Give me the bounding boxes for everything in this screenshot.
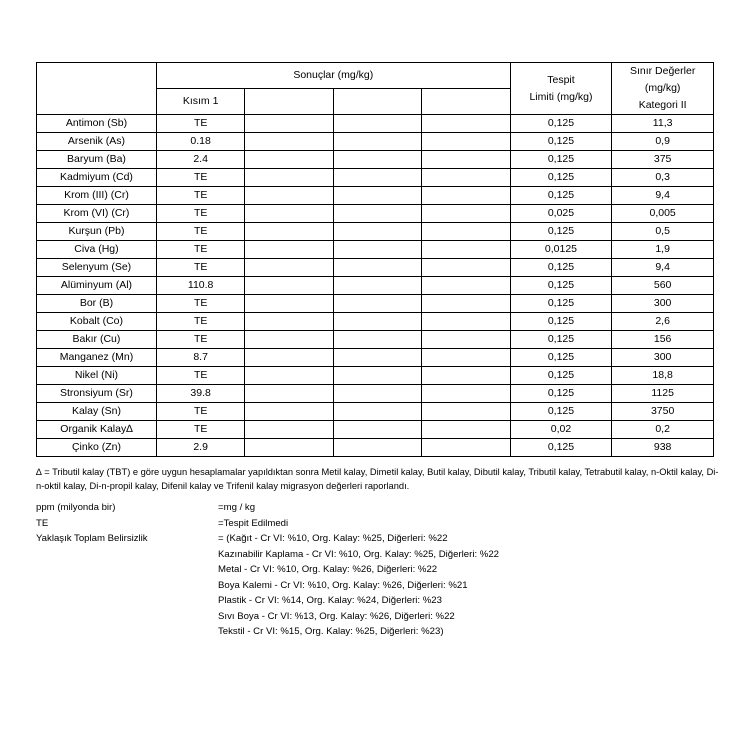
cell-result-3 <box>333 439 421 457</box>
cell-result-4 <box>422 187 510 205</box>
cell-result-3 <box>333 349 421 367</box>
cell-analyte: Manganez (Mn) <box>37 349 157 367</box>
cell-analyte: Krom (VI) (Cr) <box>37 205 157 223</box>
table-row <box>37 241 714 259</box>
table-row <box>37 133 714 151</box>
legend-term: Yaklaşık Toplam Belirsizlik <box>36 533 148 544</box>
cell-result-4 <box>422 349 510 367</box>
cell-result-4 <box>422 151 510 169</box>
cell-result-4 <box>422 331 510 349</box>
cell-result-2 <box>245 313 333 331</box>
cell-result-4 <box>422 259 510 277</box>
cell-result-1: 39.8 <box>156 385 244 403</box>
cell-category-limit: 375 <box>612 151 714 169</box>
cell-category-limit: 938 <box>612 439 714 457</box>
legend-block <box>36 500 736 640</box>
cell-result-4 <box>422 241 510 259</box>
cell-analyte: Organik Kalay∆ <box>37 421 157 439</box>
cell-category-limit: 0,005 <box>612 205 714 223</box>
footnote-block <box>36 466 726 493</box>
cell-category-limit: 9,4 <box>612 187 714 205</box>
cell-analyte: Selenyum (Se) <box>37 259 157 277</box>
table-row <box>37 151 714 169</box>
legend-definition: = (Kağıt - Cr VI: %10, Org. Kalay: %25, Diğerleri: %22 <box>218 533 448 544</box>
cell-category-limit: 9,4 <box>612 259 714 277</box>
legend-subline: Tekstil - Cr VI: %15, Org. Kalay: %25, Diğerleri: %23) <box>218 626 444 637</box>
cell-result-1: 8.7 <box>156 349 244 367</box>
cell-analyte: Arsenik (As) <box>37 133 157 151</box>
cell-result-2 <box>245 205 333 223</box>
table-row <box>37 187 714 205</box>
cell-result-4 <box>422 169 510 187</box>
cell-category-limit: 156 <box>612 331 714 349</box>
cell-result-2 <box>245 133 333 151</box>
cell-analyte: Kurşun (Pb) <box>37 223 157 241</box>
cell-category-limit: 0,5 <box>612 223 714 241</box>
legend-subline: Kazınabilir Kaplama - Cr VI: %10, Org. Kalay: %25, Diğerleri: %22 <box>218 548 500 560</box>
cell-result-1: TE <box>156 115 244 133</box>
cell-result-1: TE <box>156 403 244 421</box>
cell-result-2 <box>245 187 333 205</box>
table-row <box>37 439 714 457</box>
cell-detection-limit: 0,125 <box>510 331 612 349</box>
cell-category-limit: 560 <box>612 277 714 295</box>
report-page <box>36 62 714 457</box>
cell-detection-limit: 0,02 <box>510 421 612 439</box>
cell-result-4 <box>422 385 510 403</box>
cell-analyte: Baryum (Ba) <box>37 151 157 169</box>
cell-category-limit: 1125 <box>612 385 714 403</box>
cell-detection-limit: 0,125 <box>510 403 612 421</box>
header-part-1: Kısım 1 <box>156 89 244 115</box>
header-detection-limit-line2: Limiti (mg/kg) <box>529 90 593 103</box>
table-row <box>37 313 714 331</box>
header-category-line2: (mg/kg) <box>644 82 681 94</box>
table-row <box>37 277 714 295</box>
cell-detection-limit: 0,125 <box>510 133 612 151</box>
cell-result-2 <box>245 223 333 241</box>
cell-result-4 <box>422 205 510 223</box>
cell-result-1: TE <box>156 313 244 331</box>
cell-result-4 <box>422 367 510 385</box>
cell-category-limit: 1,9 <box>612 241 714 259</box>
cell-result-4 <box>422 421 510 439</box>
cell-analyte: Krom (III) (Cr) <box>37 187 157 205</box>
header-row-top <box>37 63 714 89</box>
header-analyte <box>37 63 157 115</box>
cell-result-4 <box>422 133 510 151</box>
cell-detection-limit: 0,125 <box>510 367 612 385</box>
cell-result-2 <box>245 349 333 367</box>
cell-result-3 <box>333 187 421 205</box>
cell-result-4 <box>422 313 510 331</box>
cell-result-3 <box>333 133 421 151</box>
cell-result-1: TE <box>156 205 244 223</box>
cell-analyte: Bakır (Cu) <box>37 331 157 349</box>
legend-row <box>36 516 736 532</box>
cell-result-1: 0.18 <box>156 133 244 151</box>
cell-result-2 <box>245 115 333 133</box>
legend-term: TE <box>36 517 49 529</box>
cell-analyte: Çinko (Zn) <box>37 439 157 457</box>
table-row <box>37 115 714 133</box>
header-category-limits <box>612 63 714 115</box>
cell-detection-limit: 0,125 <box>510 187 612 205</box>
cell-result-2 <box>245 385 333 403</box>
cell-detection-limit: 0,0125 <box>510 241 612 259</box>
cell-category-limit: 18,8 <box>612 367 714 385</box>
cell-detection-limit: 0,125 <box>510 385 612 403</box>
cell-result-3 <box>333 223 421 241</box>
table-head <box>37 63 714 115</box>
cell-result-2 <box>245 259 333 277</box>
table-row <box>37 331 714 349</box>
cell-result-3 <box>333 367 421 385</box>
cell-result-1: TE <box>156 169 244 187</box>
footnote-text: ∆ = Tributil kalay (TBT) e göre uygun hesaplamalar yapıldıktan sonra Metil kalay, Dimetil kalay, Butil kalay, Dibutil kalay, Tributil kalay, Tetrabutil kalay, n-Oktil kalay, Di-n-oktil kalay, Di-n-propil kalay, Difenil kalay ve Trifenil kalay migrasyon değerleri raporlandı. <box>36 467 719 491</box>
cell-detection-limit: 0,125 <box>510 169 612 187</box>
table-row <box>37 367 714 385</box>
header-category-line3: Kategori II <box>638 99 687 111</box>
cell-detection-limit: 0,125 <box>510 439 612 457</box>
cell-result-3 <box>333 295 421 313</box>
cell-result-3 <box>333 241 421 259</box>
cell-result-3 <box>333 331 421 349</box>
cell-result-1: 2.9 <box>156 439 244 457</box>
cell-detection-limit: 0,125 <box>510 349 612 367</box>
legend-subline: Sıvı Boya - Cr VI: %13, Org. Kalay: %26, Diğerleri: %22 <box>218 610 455 622</box>
table-row <box>37 169 714 187</box>
cell-result-1: TE <box>156 295 244 313</box>
cell-detection-limit: 0,125 <box>510 259 612 277</box>
cell-result-3 <box>333 115 421 133</box>
cell-result-2 <box>245 439 333 457</box>
cell-analyte: Nikel (Ni) <box>37 367 157 385</box>
cell-result-2 <box>245 151 333 169</box>
cell-detection-limit: 0,125 <box>510 313 612 331</box>
cell-analyte: Kobalt (Co) <box>37 313 157 331</box>
header-results-group: Sonuçlar (mg/kg) <box>156 63 510 89</box>
cell-result-2 <box>245 331 333 349</box>
cell-result-4 <box>422 295 510 313</box>
cell-result-1: TE <box>156 187 244 205</box>
cell-result-3 <box>333 277 421 295</box>
table-row <box>37 403 714 421</box>
header-detection-limit <box>510 63 612 115</box>
table-row <box>37 421 714 439</box>
cell-result-3 <box>333 259 421 277</box>
cell-detection-limit: 0,025 <box>510 205 612 223</box>
cell-result-3 <box>333 403 421 421</box>
table-row <box>37 349 714 367</box>
cell-category-limit: 0,2 <box>612 421 714 439</box>
cell-result-2 <box>245 403 333 421</box>
cell-category-limit: 11,3 <box>612 115 714 133</box>
cell-detection-limit: 0,125 <box>510 223 612 241</box>
cell-result-2 <box>245 241 333 259</box>
cell-result-1: 2.4 <box>156 151 244 169</box>
cell-result-4 <box>422 439 510 457</box>
table-row <box>37 205 714 223</box>
cell-result-3 <box>333 313 421 331</box>
legend-row <box>36 531 736 547</box>
cell-analyte: Kalay (Sn) <box>37 403 157 421</box>
cell-result-1: TE <box>156 367 244 385</box>
cell-result-3 <box>333 421 421 439</box>
table-row <box>37 295 714 313</box>
cell-result-2 <box>245 295 333 313</box>
header-part-4 <box>422 89 510 115</box>
cell-result-2 <box>245 367 333 385</box>
legend-row <box>36 500 736 516</box>
header-detection-limit-line1: Tespit <box>547 73 575 86</box>
cell-category-limit: 3750 <box>612 403 714 421</box>
cell-result-3 <box>333 205 421 223</box>
legend-definition: =mg / kg <box>218 502 256 513</box>
table-body <box>37 115 714 457</box>
table-row <box>37 385 714 403</box>
cell-category-limit: 0,9 <box>612 133 714 151</box>
cell-result-2 <box>245 169 333 187</box>
cell-category-limit: 2,6 <box>612 313 714 331</box>
table-row <box>37 259 714 277</box>
cell-result-3 <box>333 169 421 187</box>
legend-term: ppm (milyonda bir) <box>36 502 116 513</box>
cell-result-2 <box>245 421 333 439</box>
cell-analyte: Stronsiyum (Sr) <box>37 385 157 403</box>
legend-subline: Plastik - Cr VI: %14, Org. Kalay: %24, Diğerleri: %23 <box>218 595 442 606</box>
cell-category-limit: 300 <box>612 295 714 313</box>
cell-result-1: TE <box>156 241 244 259</box>
cell-analyte: Bor (B) <box>37 295 157 313</box>
cell-analyte: Antimon (Sb) <box>37 115 157 133</box>
cell-result-1: TE <box>156 223 244 241</box>
table-row <box>37 223 714 241</box>
legend-definition: =Tespit Edilmedi <box>218 517 289 529</box>
legend-subline: Metal - Cr VI: %10, Org. Kalay: %26, Diğerleri: %22 <box>218 564 438 575</box>
cell-result-3 <box>333 151 421 169</box>
cell-result-4 <box>422 277 510 295</box>
cell-detection-limit: 0,125 <box>510 115 612 133</box>
cell-result-2 <box>245 277 333 295</box>
cell-result-1: TE <box>156 331 244 349</box>
cell-analyte: Civa (Hg) <box>37 241 157 259</box>
legend-subline: Boya Kalemi - Cr VI: %10, Org. Kalay: %26, Diğerleri: %21 <box>218 579 468 591</box>
cell-result-4 <box>422 223 510 241</box>
cell-result-1: 110.8 <box>156 277 244 295</box>
cell-detection-limit: 0,125 <box>510 151 612 169</box>
cell-result-4 <box>422 115 510 133</box>
header-part-2 <box>245 89 333 115</box>
cell-detection-limit: 0,125 <box>510 277 612 295</box>
results-table <box>36 62 714 457</box>
header-part-3 <box>333 89 421 115</box>
cell-category-limit: 300 <box>612 349 714 367</box>
cell-result-3 <box>333 385 421 403</box>
cell-analyte: Kadmiyum (Cd) <box>37 169 157 187</box>
cell-result-4 <box>422 403 510 421</box>
header-category-line1: Sınır Değerler <box>629 65 696 77</box>
cell-detection-limit: 0,125 <box>510 295 612 313</box>
cell-result-1: TE <box>156 421 244 439</box>
cell-category-limit: 0,3 <box>612 169 714 187</box>
cell-analyte: Alüminyum (Al) <box>37 277 157 295</box>
cell-result-1: TE <box>156 259 244 277</box>
